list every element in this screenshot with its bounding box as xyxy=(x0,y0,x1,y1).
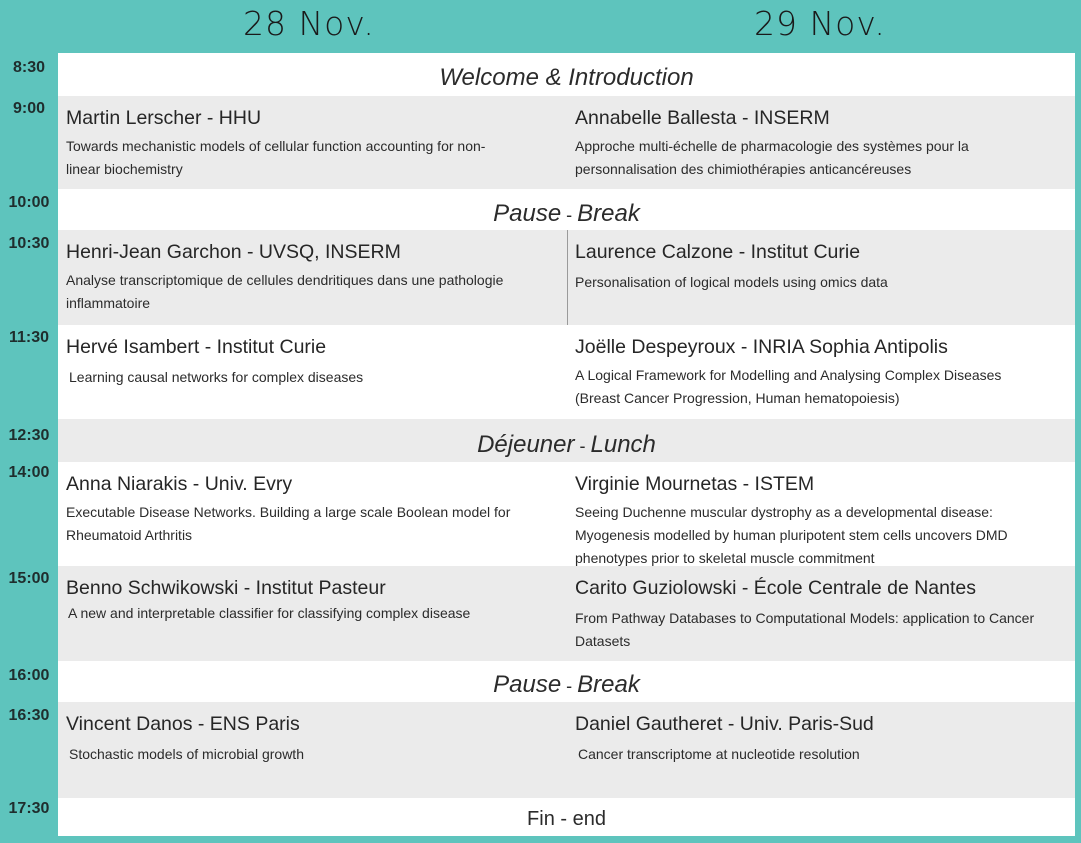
speaker-name: Daniel Gautheret - Univ. Paris-Sud xyxy=(575,713,874,735)
talk-title: From Pathway Databases to Computational Models: application to Cancer Datasets xyxy=(575,610,1035,649)
day-header-28-nov: 28 Nov. xyxy=(243,4,375,43)
talk-28-nov-0900 xyxy=(66,107,516,181)
speaker-name: Virginie Mournetas - ISTEM xyxy=(575,473,815,495)
session-row-1400 xyxy=(58,462,1075,566)
break-label-fr: Pause xyxy=(493,671,562,698)
session-row-1500 xyxy=(58,566,1075,661)
talk-28-nov-1130 xyxy=(66,336,516,389)
time-slot-1600: 16:00 xyxy=(8,667,50,684)
time-slot-1230: 12:30 xyxy=(8,427,50,444)
session-row-1630 xyxy=(58,702,1075,798)
break-label-en: Break xyxy=(577,671,640,698)
talk-28-nov-1030 xyxy=(66,241,516,315)
speaker-name: Anna Niarakis - Univ. Evry xyxy=(66,473,293,495)
end-row-1730 xyxy=(58,798,1075,836)
talk-title: Personalisation of logical models using omics data xyxy=(575,274,888,290)
welcome-row xyxy=(58,53,1075,96)
bottom-border xyxy=(0,836,1081,843)
time-column xyxy=(0,53,58,843)
speaker-name: Benno Schwikowski - Institut Pasteur xyxy=(66,577,386,599)
speaker-name: Laurence Calzone - Institut Curie xyxy=(575,241,861,263)
talk-29-nov-0900 xyxy=(575,107,1070,181)
time-slot-1500: 15:00 xyxy=(8,570,50,587)
speaker-name: Martin Lerscher - HHU xyxy=(66,107,262,129)
column-divider xyxy=(567,230,568,325)
session-row-1130 xyxy=(58,325,1075,419)
speaker-name: Annabelle Ballesta - INSERM xyxy=(575,107,830,129)
talk-title: A new and interpretable classifier for classifying complex disease xyxy=(68,605,471,621)
talk-28-nov-1400 xyxy=(66,473,516,547)
talk-title: Towards mechanistic models of cellular function accounting for non-linear biochemistry xyxy=(66,138,486,177)
talk-title: Executable Disease Networks. Building a large scale Boolean model for Rheumatoid Arthritis xyxy=(66,504,511,543)
talk-28-nov-1500 xyxy=(66,577,526,625)
speaker-name: Carito Guziolowski - École Centrale de Nantes xyxy=(575,577,977,599)
session-row-0900 xyxy=(58,96,1075,189)
break-label xyxy=(58,671,1075,699)
talk-title: Analyse transcriptomique de cellules dendritiques dans une pathologie inflammatoire xyxy=(66,272,504,311)
talk-title: A Logical Framework for Modelling and Analysing Complex Diseases (Breast Cancer Progression, Human hematopoiesis) xyxy=(575,367,1002,406)
talk-title: Approche multi-échelle de pharmacologie des systèmes pour la personnalisation des chimiothérapies anticancéreuses xyxy=(575,138,969,177)
speaker-name: Hervé Isambert - Institut Curie xyxy=(66,336,327,358)
talk-title: Cancer transcriptome at nucleotide resolution xyxy=(578,746,860,762)
break-row-1600 xyxy=(58,661,1075,702)
time-slot-1630: 16:30 xyxy=(8,707,50,724)
talk-29-nov-1400 xyxy=(575,473,1060,570)
time-slot-1130: 11:30 xyxy=(8,329,50,346)
break-label-sep: - xyxy=(561,205,578,225)
talk-29-nov-1030 xyxy=(575,241,1070,294)
schedule-header xyxy=(0,0,1081,53)
time-slot-0900: 9:00 xyxy=(12,100,46,117)
talk-29-nov-1500 xyxy=(575,577,1035,653)
welcome-label: Welcome & Introduction xyxy=(439,64,694,91)
speaker-name: Henri-Jean Garchon - UVSQ, INSERM xyxy=(66,241,401,263)
speaker-name: Vincent Danos - ENS Paris xyxy=(66,713,300,735)
time-slot-1400: 14:00 xyxy=(8,464,50,481)
time-slot-0830: 8:30 xyxy=(12,59,46,76)
break-row-1000 xyxy=(58,189,1075,230)
break-label-en: Break xyxy=(577,200,640,227)
lunch-label-sep: - xyxy=(574,436,591,456)
talk-29-nov-1130 xyxy=(575,336,1050,410)
lunch-label-en: Lunch xyxy=(590,431,656,458)
end-label: Fin - end xyxy=(527,808,606,830)
lunch-label xyxy=(58,431,1075,459)
time-slot-1030: 10:30 xyxy=(8,235,50,252)
day-header-29-nov: 29 Nov. xyxy=(754,4,886,43)
talk-28-nov-1630 xyxy=(66,713,516,766)
break-label-sep: - xyxy=(561,676,578,696)
talk-29-nov-1630 xyxy=(575,713,1055,766)
speaker-name: Joëlle Despeyroux - INRIA Sophia Antipolis xyxy=(575,336,948,358)
talk-title: Stochastic models of microbial growth xyxy=(69,746,304,762)
lunch-row-1230 xyxy=(58,419,1075,462)
talk-title: Seeing Duchenne muscular dystrophy as a developmental disease: Myogenesis modelled by human pluripotent stem cells uncovers DMD phenotypes prior to skeletal muscle commitment xyxy=(575,504,1008,566)
break-label-fr: Pause xyxy=(493,200,562,227)
right-border xyxy=(1075,53,1081,843)
break-label xyxy=(58,200,1075,228)
lunch-label-fr: Déjeuner xyxy=(477,431,575,458)
time-slot-1000: 10:00 xyxy=(8,194,50,211)
talk-title: Learning causal networks for complex diseases xyxy=(69,369,364,385)
time-slot-1730: 17:30 xyxy=(8,800,50,817)
